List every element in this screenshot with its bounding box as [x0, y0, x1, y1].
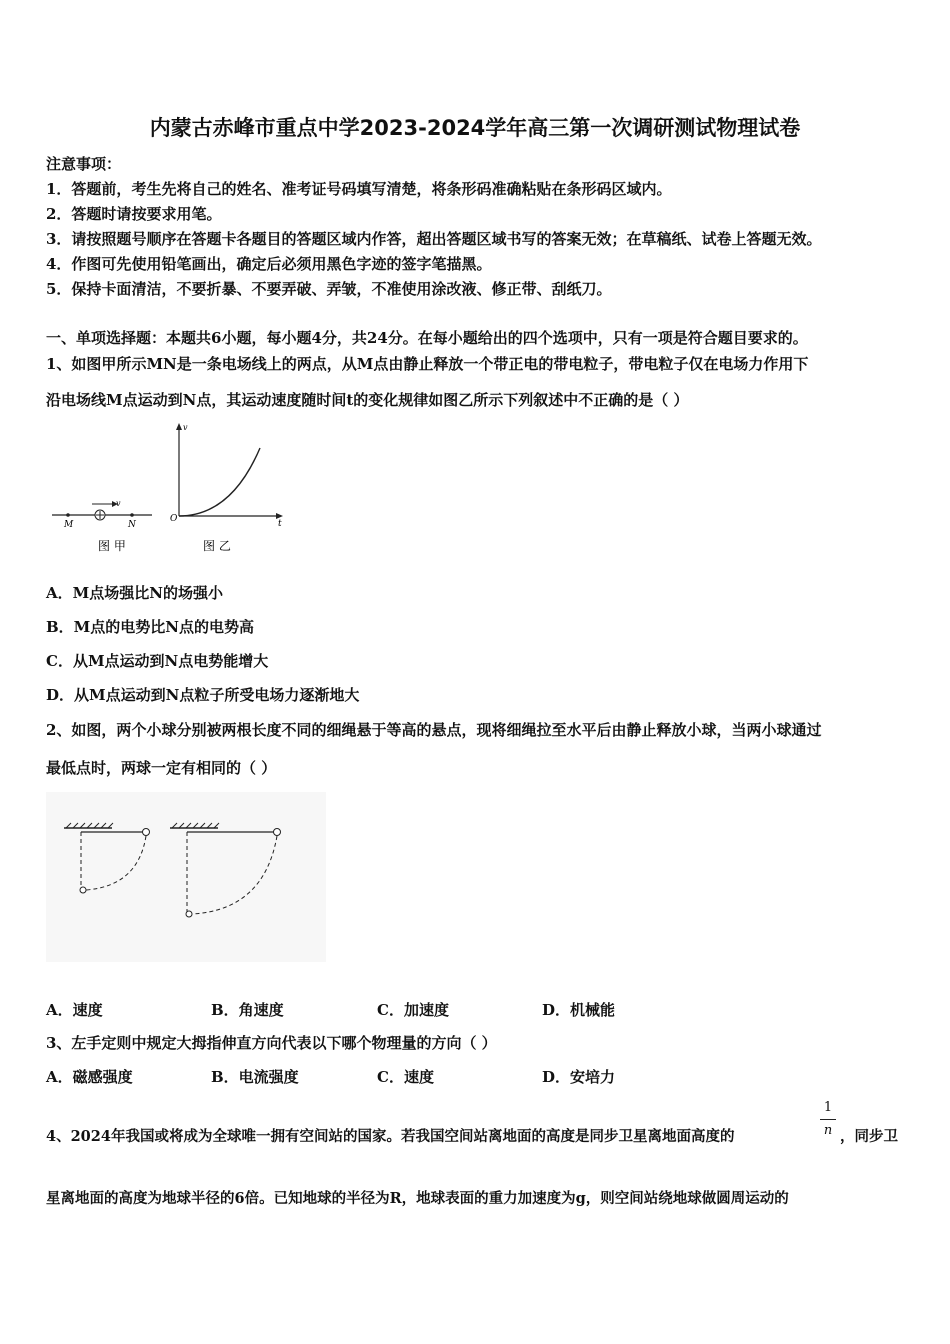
point-m-dot: [66, 513, 70, 517]
fraction-numerator: 1: [823, 1100, 833, 1115]
q1-option-d: D．从M点运动到N点粒子所受电场力逐渐地大: [46, 686, 360, 704]
q3-option-c: C．速度: [377, 1068, 434, 1086]
q2-option-d: D．机械能: [542, 1001, 616, 1019]
q1-figure: [46, 420, 306, 565]
q1-option-c: C．从M点运动到N点电势能增大: [46, 652, 269, 670]
notice-heading: 注意事项：: [46, 155, 122, 173]
q4-stem-line1: 4、2024年我国或将成为全球唯一拥有空间站的国家。若我国空间站离地面的高度是同步卫星离地面高度的: [46, 1128, 735, 1145]
q4-stem-line1-end: ，同步卫: [840, 1128, 898, 1145]
notice-item: 4．作图可先使用铅笔画出，确定后必须用黑色字迹的签字笔描黑。: [46, 255, 492, 273]
label-origin: O: [170, 514, 178, 524]
q2-option-b: B．角速度: [211, 1001, 284, 1019]
label-m: M: [64, 520, 74, 530]
v-t-curve: [179, 448, 260, 516]
left-ball-lowest: [80, 887, 86, 893]
q2-figure: [46, 792, 326, 962]
q2-option-a: A．速度: [46, 1001, 103, 1019]
notice-item: 2．答题时请按要求用笔。: [46, 205, 222, 223]
q3-stem: 3、左手定则中规定大拇指伸直方向代表以下哪个物理量的方向（ ）: [46, 1034, 497, 1052]
page-title: 内蒙古赤峰市重点中学2023-2024学年高三第一次调研测试物理试卷: [149, 116, 801, 140]
right-ball-lowest: [186, 911, 192, 917]
q4-stem-line2: 星离地面的高度为地球半径的6倍。已知地球的半径为R，地球表面的重力加速度为g，则空间站绕地球做圆周运动的: [46, 1190, 789, 1207]
q1-stem-line1: 1、如图甲所示MN是一条电场线上的两点，从M点由静止释放一个带正电的带电粒子，带电粒子仅在电场力作用下: [46, 355, 809, 373]
q2-stem-line2: 最低点时，两球一定有相同的（ ）: [46, 759, 277, 777]
left-ball: [143, 829, 150, 836]
label-n: N: [128, 520, 136, 530]
q2-stem-line1: 2、如图，两个小球分别被两根长度不同的细绳悬于等高的悬点，现将细绳拉至水平后由静止释放小球，当两小球通过: [46, 721, 822, 739]
section-heading: 一、单项选择题：本题共6小题，每小题4分，共24分。在每小题给出的四个选项中，只有一项是符合题目要求的。: [46, 329, 808, 347]
fraction-denominator: n: [823, 1123, 833, 1138]
notice-item: 3．请按照题号顺序在答题卡各题目的答题区域内作答，超出答题区域书写的答案无效；在草稿纸、试卷上答题无效。: [46, 230, 822, 248]
q2-option-c: C．加速度: [377, 1001, 449, 1019]
right-ball: [274, 829, 281, 836]
q3-option-b: B．电流强度: [211, 1068, 299, 1086]
q1-stem-line2: 沿电场线M点运动到N点，其运动速度随时间t的变化规律如图乙所示下列叙述中不正确的是（ ）: [46, 391, 689, 409]
fig-b-caption: 图 乙: [203, 539, 231, 553]
point-n-dot: [130, 513, 134, 517]
label-v-a: v: [116, 499, 121, 508]
q1-option-a: A．M点场强比N的场强小: [46, 584, 223, 602]
q3-option-a: A．磁感强度: [46, 1068, 133, 1086]
q1-option-b: B．M点的电势比N点的电势高: [46, 618, 254, 636]
fraction-bar: [820, 1119, 836, 1120]
figure-background: [46, 792, 326, 962]
label-v-b: v: [183, 423, 188, 432]
q3-option-d: D．安培力: [542, 1068, 616, 1086]
notice-item: 5．保持卡面清洁，不要折暴、不要弄破、弄皱，不准使用涂改液、修正带、刮纸刀。: [46, 280, 612, 298]
fig-a-caption: 图 甲: [98, 539, 126, 553]
notice-item: 1．答题前，考生先将自己的姓名、准考证号码填写清楚，将条形码准确粘贴在条形码区域内。: [46, 180, 672, 198]
label-t: t: [278, 519, 282, 529]
